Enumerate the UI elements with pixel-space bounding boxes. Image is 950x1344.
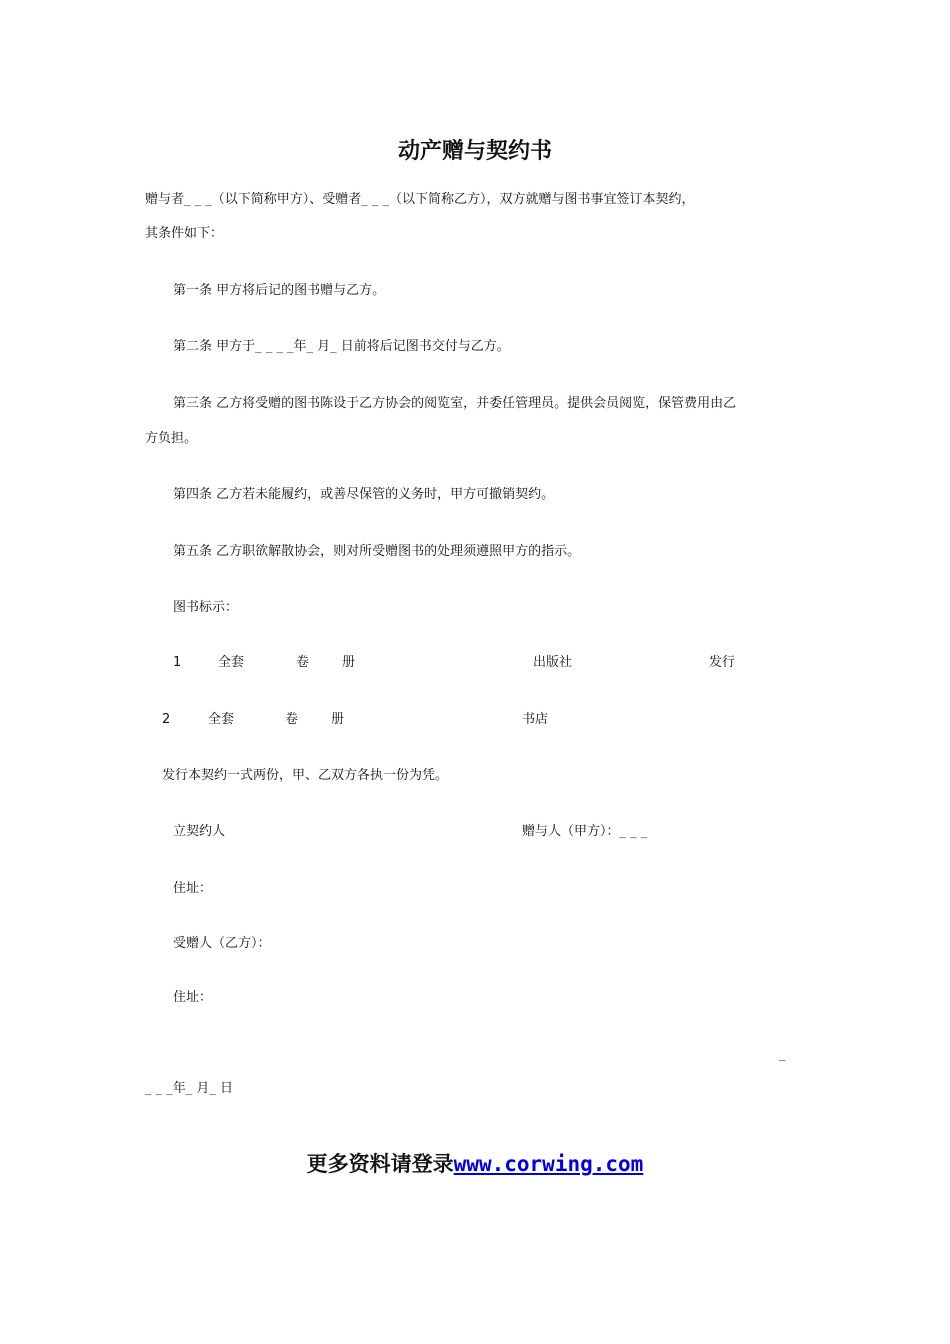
book-count: 册: [342, 655, 356, 670]
book-issue: 发行: [709, 655, 736, 670]
book-row-number: 1: [173, 655, 182, 670]
article-4: 第四条 乙方若未能履约，或善尽保管的义务时，甲方可撤销契约。: [173, 487, 555, 502]
book-set: 全套: [208, 712, 235, 727]
book-volume: 卷: [296, 655, 310, 670]
article-3-line-2: 方负担。: [145, 431, 198, 446]
party-label: 立契约人: [173, 824, 226, 839]
document-title: 动产赠与契约书: [397, 139, 552, 164]
donor-address: 住址：: [173, 881, 213, 896]
book-row-number: 2: [162, 712, 171, 727]
book-store: 书店: [522, 712, 549, 727]
donor-signature: 赠与人（甲方）：_ _ _: [522, 824, 648, 839]
date-dash: _: [779, 1047, 786, 1062]
article-3-line-1: 第三条 乙方将受赠的图书陈设于乙方协会的阅览室，并委任管理员。提供会员阅览，保管费用由乙: [173, 396, 737, 411]
footer-link[interactable]: www.corwing.com: [453, 1152, 644, 1176]
intro-line-1: 赠与者_ _ _（以下简称甲方）、受赠者_ _ _（以下简称乙方），双方就赠与图书事宜签订本契约，: [145, 192, 695, 207]
article-2: 第二条 甲方于_ _ _ _年_ 月_ 日前将后记图书交付与乙方。: [173, 339, 510, 354]
donee-signature: 受赠人（乙方）：: [173, 936, 271, 951]
donee-address: 住址：: [173, 990, 213, 1005]
book-volume: 卷: [285, 712, 299, 727]
closing-statement: 发行本契约一式两份，甲、乙双方各执一份为凭。: [162, 768, 449, 783]
article-5: 第五条 乙方职欲解散协会，则对所受赠图书的处理须遵照甲方的指示。: [173, 544, 581, 559]
signing-date: _ _ _年_ 月_ 日: [145, 1081, 234, 1096]
book-set: 全套: [218, 655, 245, 670]
book-count: 册: [331, 712, 345, 727]
footer-banner: [0, 1148, 950, 1178]
article-1: 第一条 甲方将后记的图书赠与乙方。: [173, 283, 386, 298]
intro-line-2: 其条件如下：: [145, 226, 224, 241]
footer-text: 更多资料请登录: [306, 1152, 454, 1176]
book-list-label: 图书标示：: [173, 600, 239, 615]
book-publisher: 出版社: [533, 655, 573, 670]
